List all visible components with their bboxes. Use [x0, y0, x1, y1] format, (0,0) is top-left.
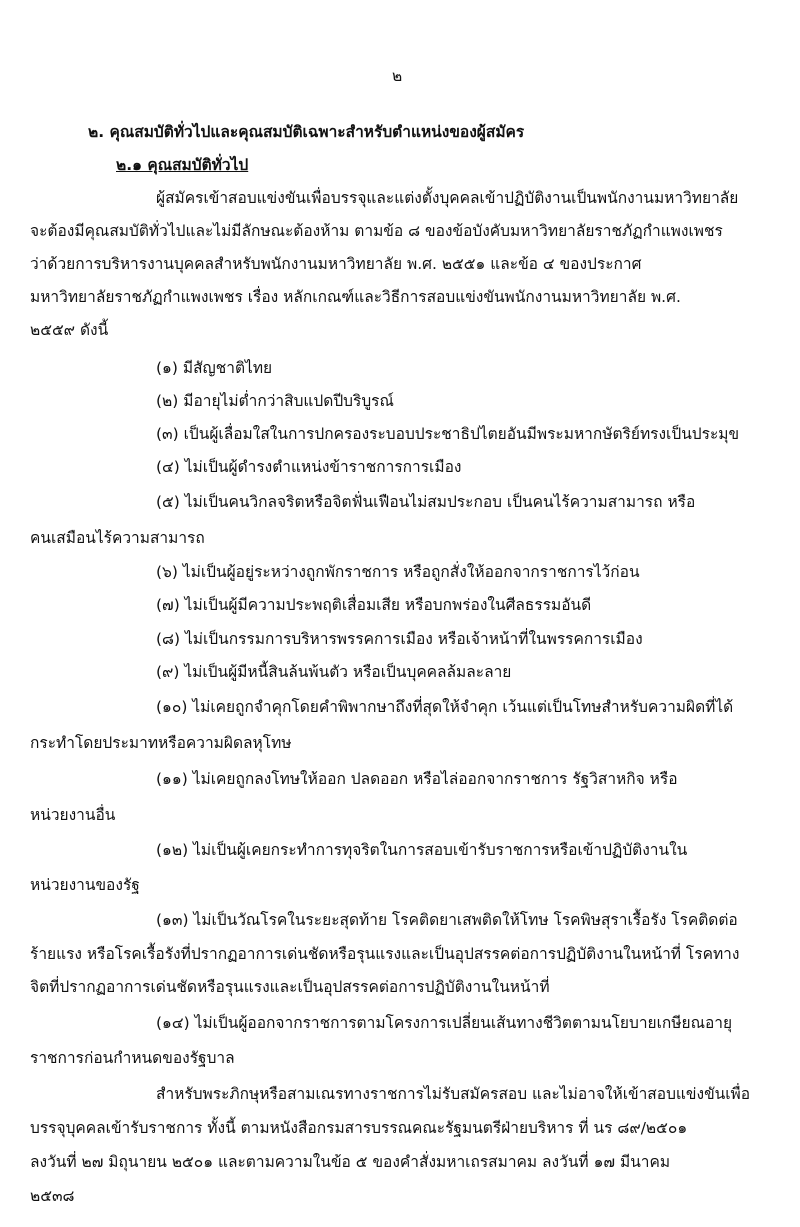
intro-line-5: ๒๕๕๙ ดังนี้ — [30, 321, 109, 339]
item-14: (๑๔) ไม่เป็นผู้ออกจากราชการตามโครงการเปลี่ยนเส้นทางชีวิตตามนโยบายเกษียณอายุ — [156, 1014, 733, 1032]
item-6: (๖) ไม่เป็นผู้อยู่ระหว่างถูกพักราชการ หรือถูกสั่งให้ออกจากราชการไว้ก่อน — [156, 563, 640, 581]
intro-line-2: จะต้องมีคุณสมบัติทั่วไปและไม่มีลักษณะต้องห้าม ตามข้อ ๘ ของข้อบังคับมหาวิทยาลัยราชภัฏกำแพงเพชร — [30, 222, 723, 240]
item-11: (๑๑) ไม่เคยถูกลงโทษให้ออก ปลดออก หรือไล่ออกจากราชการ รัฐวิสาหกิจ หรือ — [156, 770, 678, 788]
intro-line-1: ผู้สมัครเข้าสอบแข่งขันเพื่อบรรจุและแต่งตั้งบุคคลเข้าปฏิบัติงานเป็นพนักงานมหาวิทยาลัย — [156, 189, 739, 207]
intro-line-3: ว่าด้วยการบริหารงานบุคคลสำหรับพนักงานมหาวิทยาลัย พ.ศ. ๒๕๕๑ และข้อ ๔ ของประกาศ — [30, 255, 642, 273]
item-12-continued: หน่วยงานของรัฐ — [30, 876, 140, 894]
closing-line-4: ๒๕๓๘ — [30, 1187, 75, 1205]
page-number: ๒ — [392, 67, 403, 85]
item-4: (๔) ไม่เป็นผู้ดำรงตำแหน่งข้าราชการการเมือง — [156, 458, 462, 476]
closing-line-2: บรรจุบุคคลเข้ารับราชการ ทั้งนี้ ตามหนังสือกรมสารบรรณคณะรัฐมนตรีฝ่ายบริหาร ที่ นร ๘๙/๒๕๐๑ — [30, 1119, 688, 1137]
item-13-continued-2: จิตที่ปรากฏอาการเด่นชัดหรือรุนแรงและเป็นอุปสรรคต่อการปฏิบัติงานในหน้าที่ — [30, 978, 550, 996]
section-heading: ๒. คุณสมบัติทั่วไปและคุณสมบัติเฉพาะสำหรับตำแหน่งของผู้สมัคร — [88, 123, 525, 141]
intro-line-4: มหาวิทยาลัยราชภัฏกำแพงเพชร เรื่อง หลักเกณฑ์และวิธีการสอบแข่งขันพนักงานมหาวิทยาลัย พ.ศ. — [30, 288, 681, 306]
closing-line-3: ลงวันที่ ๒๗ มิถุนายน ๒๕๐๑ และตามความในข้อ ๕ ของคำสั่งมหาเถรสมาคม ลงวันที่ ๑๗ มีนาคม — [30, 1153, 671, 1171]
item-5: (๕) ไม่เป็นคนวิกลจริตหรือจิตฟั่นเฟือนไม่สมประกอบ เป็นคนไร้ความสามารถ หรือ — [156, 493, 696, 511]
item-3: (๓) เป็นผู้เลื่อมใสในการปกครองระบอบประชาธิปไตยอันมีพระมหากษัตริย์ทรงเป็นประมุข — [156, 425, 740, 443]
item-7: (๗) ไม่เป็นผู้มีความประพฤติเสื่อมเสีย หรือบกพร่องในศีลธรรมอันดี — [156, 596, 592, 614]
item-11-continued: หน่วยงานอื่น — [30, 806, 116, 824]
item-10: (๑๐) ไม่เคยถูกจำคุกโดยคำพิพากษาถึงที่สุดให้จำคุก เว้นแต่เป็นโทษสำหรับความผิดที่ได้ — [156, 698, 734, 716]
item-13-continued-1: ร้ายแรง หรือโรคเรื้อรังที่ปรากฏอาการเด่นชัดหรือรุนแรงและเป็นอุปสรรคต่อการปฏิบัติงานในหน้าที่ โรคทาง — [30, 945, 740, 963]
item-13: (๑๓) ไม่เป็นวัณโรคในระยะสุดท้าย โรคติดยาเสพติดให้โทษ โรคพิษสุราเรื้อรัง โรคติดต่อ — [156, 911, 738, 929]
item-5-continued: คนเสมือนไร้ความสามารถ — [30, 529, 205, 547]
item-9: (๙) ไม่เป็นผู้มีหนี้สินล้นพ้นตัว หรือเป็นบุคคลล้มละลาย — [156, 663, 512, 681]
item-1: (๑) มีสัญชาติไทย — [156, 359, 273, 377]
item-14-continued: ราชการก่อนกำหนดของรัฐบาล — [30, 1049, 235, 1067]
item-10-continued: กระทำโดยประมาทหรือความผิดลหุโทษ — [30, 734, 292, 752]
subsection-heading: ๒.๑ คุณสมบัติทั่วไป — [116, 156, 249, 174]
item-2: (๒) มีอายุไม่ต่ำกว่าสิบแปดปีบริบูรณ์ — [156, 392, 394, 410]
item-8: (๘) ไม่เป็นกรรมการบริหารพรรคการเมือง หรือเจ้าหน้าที่ในพรรคการเมือง — [156, 630, 643, 648]
closing-line-1: สำหรับพระภิกษุหรือสามเณรทางราชการไม่รับสมัครสอบ และไม่อาจให้เข้าสอบแข่งขันเพื่อ — [156, 1085, 751, 1103]
item-12: (๑๒) ไม่เป็นผู้เคยกระทำการทุจริตในการสอบเข้ารับราชการหรือเข้าปฏิบัติงานใน — [156, 841, 688, 859]
